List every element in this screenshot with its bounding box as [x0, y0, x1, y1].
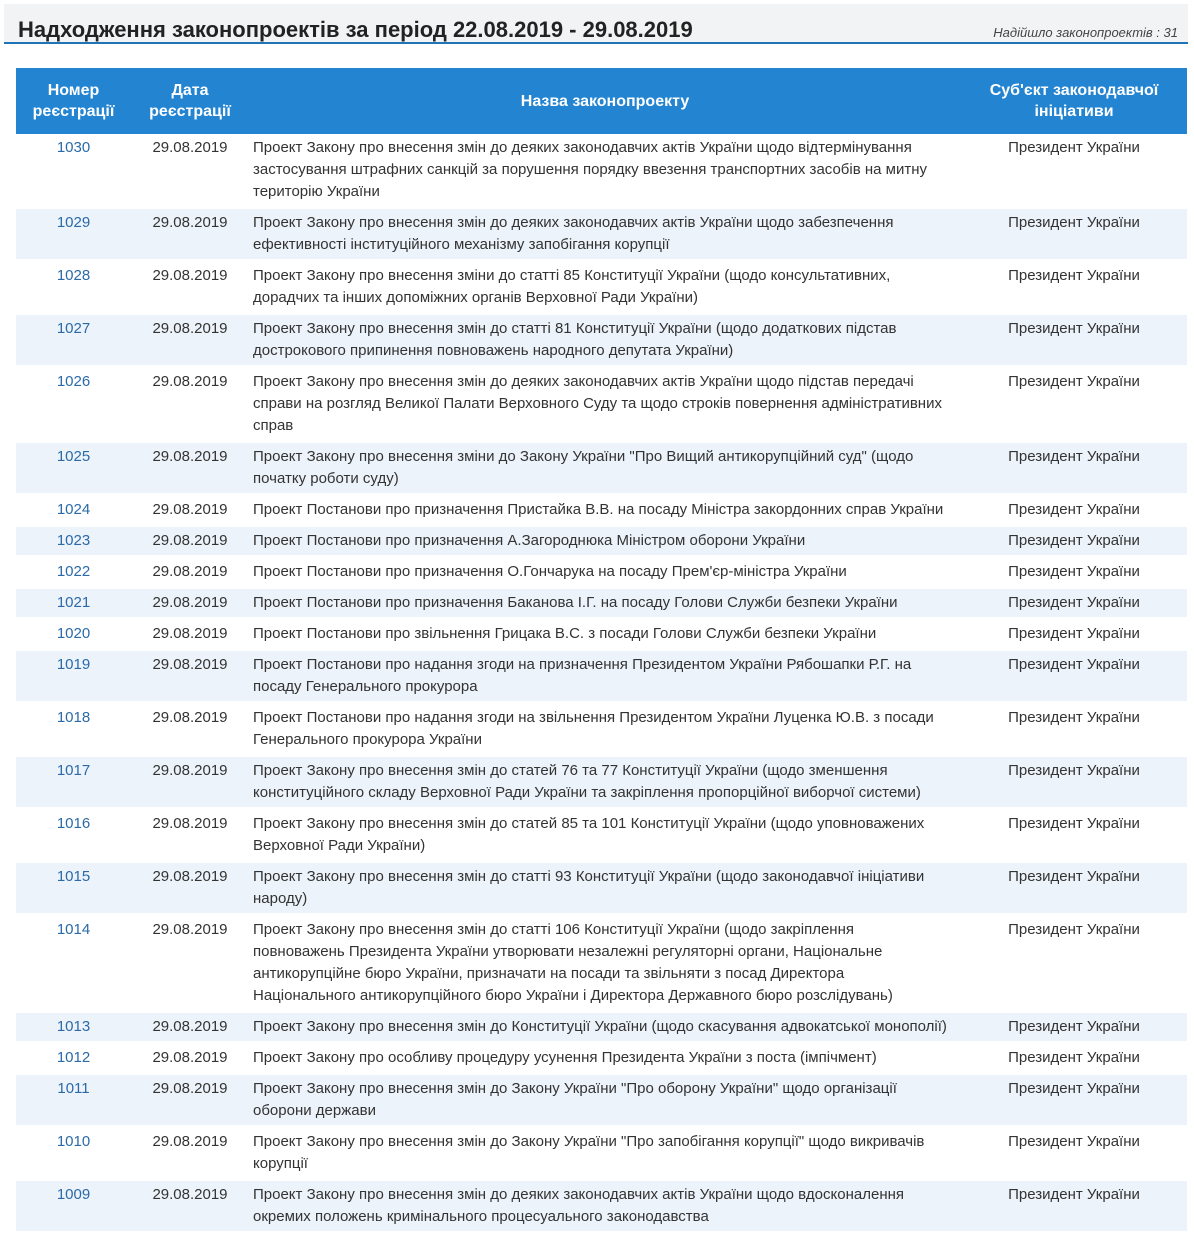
registration-date: 29.08.2019 [152, 1018, 228, 1035]
bill-number-link[interactable]: 1015 [56, 868, 91, 885]
initiative-subject: Президент України [1008, 625, 1140, 642]
bill-title: Проект Закону про внесення змін до статті 81 Конституції України (щодо додаткових підстав дострокового припинення повноважень народного депутата України) [253, 320, 897, 359]
bill-number-link[interactable]: 1013 [56, 1018, 91, 1035]
table-row [16, 526, 1187, 557]
bill-number-link[interactable]: 1025 [56, 448, 91, 465]
table-row [16, 495, 1187, 526]
bills-table [16, 68, 1187, 1234]
bill-title: Проект Закону про внесення змін до деяких законодавчих актів України щодо підстав передачі справи на розгляд Великої Палати Верховного Суду та щодо строків повернення адміністративних справ [253, 373, 942, 434]
initiative-subject: Президент України [1008, 563, 1140, 580]
table-row [16, 442, 1187, 495]
bill-title: Проект Закону про внесення змін до деяких законодавчих актів України щодо вдосконалення окремих положень кримінального процесуального законодавства [253, 1186, 905, 1225]
column-header-title: Назва законопроекту [249, 68, 961, 134]
initiative-subject: Президент України [1008, 656, 1140, 673]
bill-number-link[interactable]: 1019 [56, 656, 91, 673]
initiative-subject: Президент України [1008, 267, 1140, 284]
column-header-date: Дата реєстрації [131, 68, 249, 134]
registration-date: 29.08.2019 [152, 762, 228, 779]
registration-date: 29.08.2019 [152, 868, 228, 885]
registration-date: 29.08.2019 [152, 139, 228, 156]
initiative-subject: Президент України [1008, 594, 1140, 611]
table-row [16, 1127, 1187, 1180]
bill-title: Проект Закону про внесення змін до статті 106 Конституції України (щодо закріплення повноважень Президента України утворювати незалежні регуляторні органи, Національне антикорупційне бюро України, призначати на посади та звільняти з посад Директора Національного антикорупційного бюро України і Директора Державного бюро розслідувань) [253, 921, 893, 1004]
bill-number-link[interactable]: 1020 [56, 625, 91, 642]
bill-title: Проект Закону про внесення змін до Конституції України (щодо скасування адвокатської монополії) [253, 1018, 947, 1035]
bill-title: Проект Постанови про призначення А.Загороднюка Міністром оборони України [253, 532, 806, 549]
bill-number-link[interactable]: 1009 [56, 1186, 91, 1203]
registration-date: 29.08.2019 [152, 625, 228, 642]
bill-number-link[interactable]: 1010 [56, 1133, 91, 1150]
bill-number-link[interactable]: 1022 [56, 563, 91, 580]
bill-title: Проект Постанови про надання згоди на призначення Президентом України Рябошапки Р.Г. на посаду Генерального прокурора [253, 656, 912, 695]
bill-number-link[interactable]: 1016 [56, 815, 91, 832]
registration-date: 29.08.2019 [152, 921, 228, 938]
registration-date: 29.08.2019 [152, 448, 228, 465]
registration-date: 29.08.2019 [152, 320, 228, 337]
bill-number-link[interactable]: 1029 [56, 214, 91, 231]
registration-date: 29.08.2019 [152, 656, 228, 673]
bill-number-link[interactable]: 1023 [56, 532, 91, 549]
bill-number-link[interactable]: 1017 [56, 762, 91, 779]
initiative-subject: Президент України [1008, 373, 1140, 390]
bill-title: Проект Закону про внесення змін до деяких законодавчих актів України щодо забезпечення ефективності інституційного механізму запобігання корупції [253, 214, 894, 253]
table-row [16, 1012, 1187, 1043]
initiative-subject: Президент України [1008, 448, 1140, 465]
initiative-subject: Президент України [1008, 868, 1140, 885]
initiative-subject: Президент України [1008, 214, 1140, 231]
table-row [16, 1043, 1187, 1074]
registration-date: 29.08.2019 [152, 1049, 228, 1066]
bill-title: Проект Постанови про призначення Баканова І.Г. на посаду Голови Служби безпеки України [253, 594, 898, 611]
table-row [16, 915, 1187, 1012]
bill-title: Проект Закону про особливу процедуру усунення Президента України з поста (імпічмент) [253, 1049, 877, 1066]
registration-date: 29.08.2019 [152, 1080, 228, 1097]
registration-date: 29.08.2019 [152, 501, 228, 518]
initiative-subject: Президент України [1008, 501, 1140, 518]
initiative-subject: Президент України [1008, 1186, 1140, 1203]
initiative-subject: Президент України [1008, 532, 1140, 549]
registration-date: 29.08.2019 [152, 373, 228, 390]
page-title: Надходження законопроектів за період 22.08.2019 - 29.08.2019 [18, 17, 693, 42]
bill-number-link[interactable]: 1014 [56, 921, 91, 938]
registration-date: 29.08.2019 [152, 532, 228, 549]
initiative-subject: Президент України [1008, 815, 1140, 832]
table-header [16, 68, 1187, 134]
table-row [16, 1074, 1187, 1127]
bill-title: Проект Постанови про призначення О.Гончарука на посаду Прем'єр-міністра України [253, 563, 847, 580]
bill-title: Проект Закону про внесення зміни до статті 85 Конституції України (щодо консультативних, дорадчих та інших допоміжних органів Верховної Ради України) [253, 267, 891, 306]
table-row [16, 703, 1187, 756]
bill-number-link[interactable]: 1011 [57, 1080, 90, 1097]
page-header [4, 4, 1188, 44]
registration-date: 29.08.2019 [152, 815, 228, 832]
table-row [16, 862, 1187, 915]
registration-date: 29.08.2019 [152, 594, 228, 611]
table-row [16, 619, 1187, 650]
initiative-subject: Президент України [1008, 921, 1140, 938]
initiative-subject: Президент України [1008, 1080, 1140, 1097]
bill-number-link[interactable]: 1024 [56, 501, 91, 518]
table-row [16, 261, 1187, 314]
table-row [16, 756, 1187, 809]
bill-title: Проект Закону про внесення змін до деяких законодавчих актів України щодо відтермінування застосування штрафних санкцій за порушення порядку ввезення транспортних засобів на митну територію України [253, 139, 927, 200]
registration-date: 29.08.2019 [152, 267, 228, 284]
column-header-subject: Суб'єкт законодавчої ініціативи [961, 68, 1187, 134]
table-row [16, 650, 1187, 703]
table-row [16, 367, 1187, 442]
bill-title: Проект Закону про внесення змін до Закону України "Про оборону України" щодо організації оборони держави [253, 1080, 897, 1119]
bill-title: Проект Закону про внесення змін до статей 76 та 77 Конституції України (щодо зменшення конституційного складу Верховної Ради України та закріплення пропорційної виборчої системи) [253, 762, 921, 801]
initiative-subject: Президент України [1008, 1133, 1140, 1150]
bill-title: Проект Закону про внесення змін до статті 93 Конституції України (щодо законодавчої ініціативи народу) [253, 868, 925, 907]
bill-number-link[interactable]: 1018 [56, 709, 91, 726]
bill-number-link[interactable]: 1012 [56, 1049, 91, 1066]
registration-date: 29.08.2019 [152, 563, 228, 580]
initiative-subject: Президент України [1008, 1049, 1140, 1066]
bill-number-link[interactable]: 1021 [56, 594, 91, 611]
initiative-subject: Президент України [1008, 139, 1140, 156]
table-row [16, 1180, 1187, 1233]
registration-date: 29.08.2019 [152, 1133, 228, 1150]
table-row [16, 314, 1187, 367]
initiative-subject: Президент України [1008, 320, 1140, 337]
initiative-subject: Президент України [1008, 1018, 1140, 1035]
bill-title: Проект Постанови про призначення Пристайка В.В. на посаду Міністра закордонних справ України [253, 501, 944, 518]
registration-date: 29.08.2019 [152, 214, 228, 231]
table-row [16, 588, 1187, 619]
table-row [16, 809, 1187, 862]
bill-number-link[interactable]: 1026 [56, 373, 91, 390]
table-row [16, 557, 1187, 588]
initiative-subject: Президент України [1008, 709, 1140, 726]
bill-number-link[interactable]: 1028 [56, 267, 91, 284]
bill-title: Проект Закону про внесення змін до статей 85 та 101 Конституції України (щодо уповноважених Верховної Ради України) [253, 815, 925, 854]
bill-title: Проект Постанови про надання згоди на звільнення Президентом України Луценка Ю.В. з посади Генерального прокурора України [253, 709, 934, 748]
bill-title: Проект Закону про внесення змін до Закону України "Про запобігання корупції" щодо викривачів корупції [253, 1133, 925, 1172]
found-count: Надійшло законопроектів : 31 [993, 25, 1178, 40]
bill-number-link[interactable]: 1030 [56, 139, 91, 156]
registration-date: 29.08.2019 [152, 709, 228, 726]
table-row [16, 134, 1187, 208]
column-header-number: Номер реєстрації [16, 68, 131, 134]
bill-title: Проект Постанови про звільнення Грицака В.С. з посади Голови Служби безпеки України [253, 625, 877, 642]
bill-number-link[interactable]: 1027 [56, 320, 91, 337]
registration-date: 29.08.2019 [152, 1186, 228, 1203]
bill-title: Проект Закону про внесення зміни до Закону України "Про Вищий антикорупційний суд" (щодо початку роботи суду) [253, 448, 914, 487]
table-body [16, 134, 1187, 1233]
initiative-subject: Президент України [1008, 762, 1140, 779]
table-row [16, 208, 1187, 261]
